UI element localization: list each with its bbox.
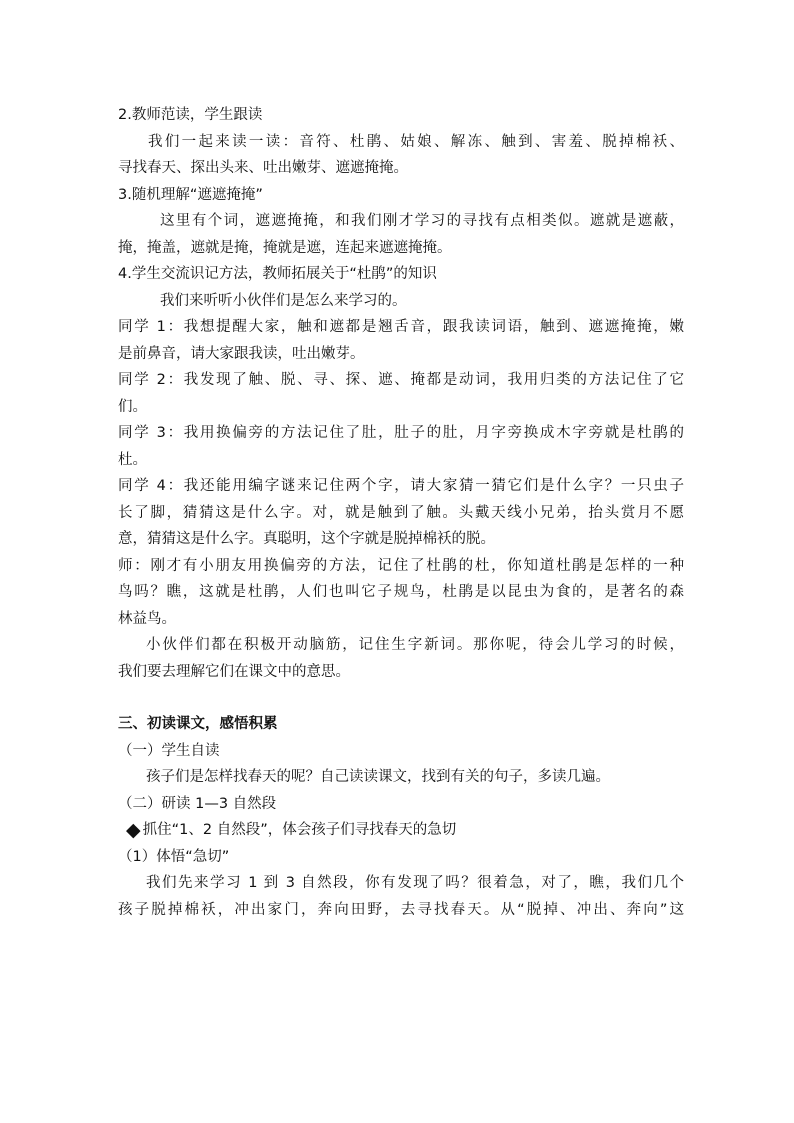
student-3-line: 同学 3：我用换偏旁的方法记住了肚，肚子的肚，月字旁换成木字旁就是杜鹃的 — [118, 425, 684, 441]
bullet-item: ◆ 抓住“1、2 自然段”，体会孩子们寻找春天的急切 — [126, 819, 457, 841]
student-4-line: 意，猜猜这是什么字。真聪明，这个字就是脱掉棉袄的脱。 — [118, 531, 495, 547]
paragraph-line: 孩子们是怎样找春天的呢？自己读读课文，找到有关的句子，多读几遍。 — [146, 769, 610, 785]
paragraph-line: 这里有个词，遮遮掩掩，和我们刚才学习的寻找有点相类似。遮就是遮蔽， — [160, 213, 684, 229]
paragraph-line: 寻找春天、探出头来、吐出嫩芽、遮遮掩掩。 — [118, 160, 408, 176]
paragraph-line: 我们要去理解它们在课文中的意思。 — [118, 663, 350, 680]
section-heading-3: 三、初读课文，感悟积累 — [118, 716, 278, 732]
teacher-line: 林益鸟。 — [118, 610, 176, 627]
paragraph-line: 我们来听听小伙伴们是怎么来学习的。 — [160, 292, 407, 309]
student-2-line: 们。 — [118, 398, 147, 415]
subheading-understand-word: 3.随机理解“遮遮掩掩” — [118, 186, 263, 203]
subheading-teacher-reading: 2.教师范读，学生跟读 — [118, 107, 263, 123]
student-2-line: 同学 2：我发现了触、脱、寻、探、遮、掩都是动词，我用归类的方法记住了它 — [118, 372, 684, 388]
student-4-line: 长了脚，猜猜这是什么字。对，就是触到了触。头戴天线小兄弟，抬头赏月不愿 — [118, 504, 684, 521]
document-body — [118, 102, 684, 923]
student-3-line: 杜。 — [118, 451, 147, 468]
paragraph-line: 我们先来学习 1 到 3 自然段，你有发现了吗？很着急，对了，瞧，我们几个 — [146, 875, 684, 891]
student-4-line: 同学 4：我还能用编字谜来记住两个字，请大家猜一猜它们是什么字？一只虫子 — [118, 478, 684, 494]
paragraph-line: 掩，掩盖，遮就是掩，掩就是遮，连起来遮遮掩掩。 — [118, 239, 452, 256]
teacher-line: 鸟吗？瞧，这就是杜鹃，人们也叫它子规鸟，杜鹃是以昆虫为食的，是著名的森 — [118, 584, 684, 600]
student-1-line: 是前鼻音，请大家跟我读，吐出嫩芽。 — [118, 345, 365, 362]
paragraph-line: 我们一起来读一读：音符、杜鹃、姑娘、解冻、触到、害羞、脱掉棉袄、 — [148, 133, 684, 150]
subheading-study-paragraphs: （二）研读 1—3 自然段 — [118, 795, 277, 812]
student-1-line: 同学 1：我想提醒大家，触和遮都是翘舌音，跟我读词语，触到、遮遮掩掩，嫩 — [118, 319, 684, 335]
subheading-student-methods: 4.学生交流识记方法，教师拓展关于“杜鹃”的知识 — [118, 266, 437, 282]
diamond-bullet-icon: ◆ — [126, 819, 141, 841]
subheading-urgency: （1）体悟“急切” — [118, 848, 230, 865]
paragraph-line: 孩子脱掉棉袄，冲出家门，奔向田野，去寻找春天。从“脱掉、冲出、奔向”这 — [118, 901, 684, 918]
paragraph-line: 小伙伴们都在积极开动脑筋，记住生字新词。那你呢，待会儿学习的时候， — [146, 637, 684, 653]
teacher-line: 师：刚才有小朋友用换偏旁的方法，记住了杜鹃的杜，你知道杜鹃是怎样的一种 — [118, 557, 684, 574]
section-spacer — [118, 685, 684, 711]
subheading-self-reading: （一）学生自读 — [118, 742, 220, 759]
